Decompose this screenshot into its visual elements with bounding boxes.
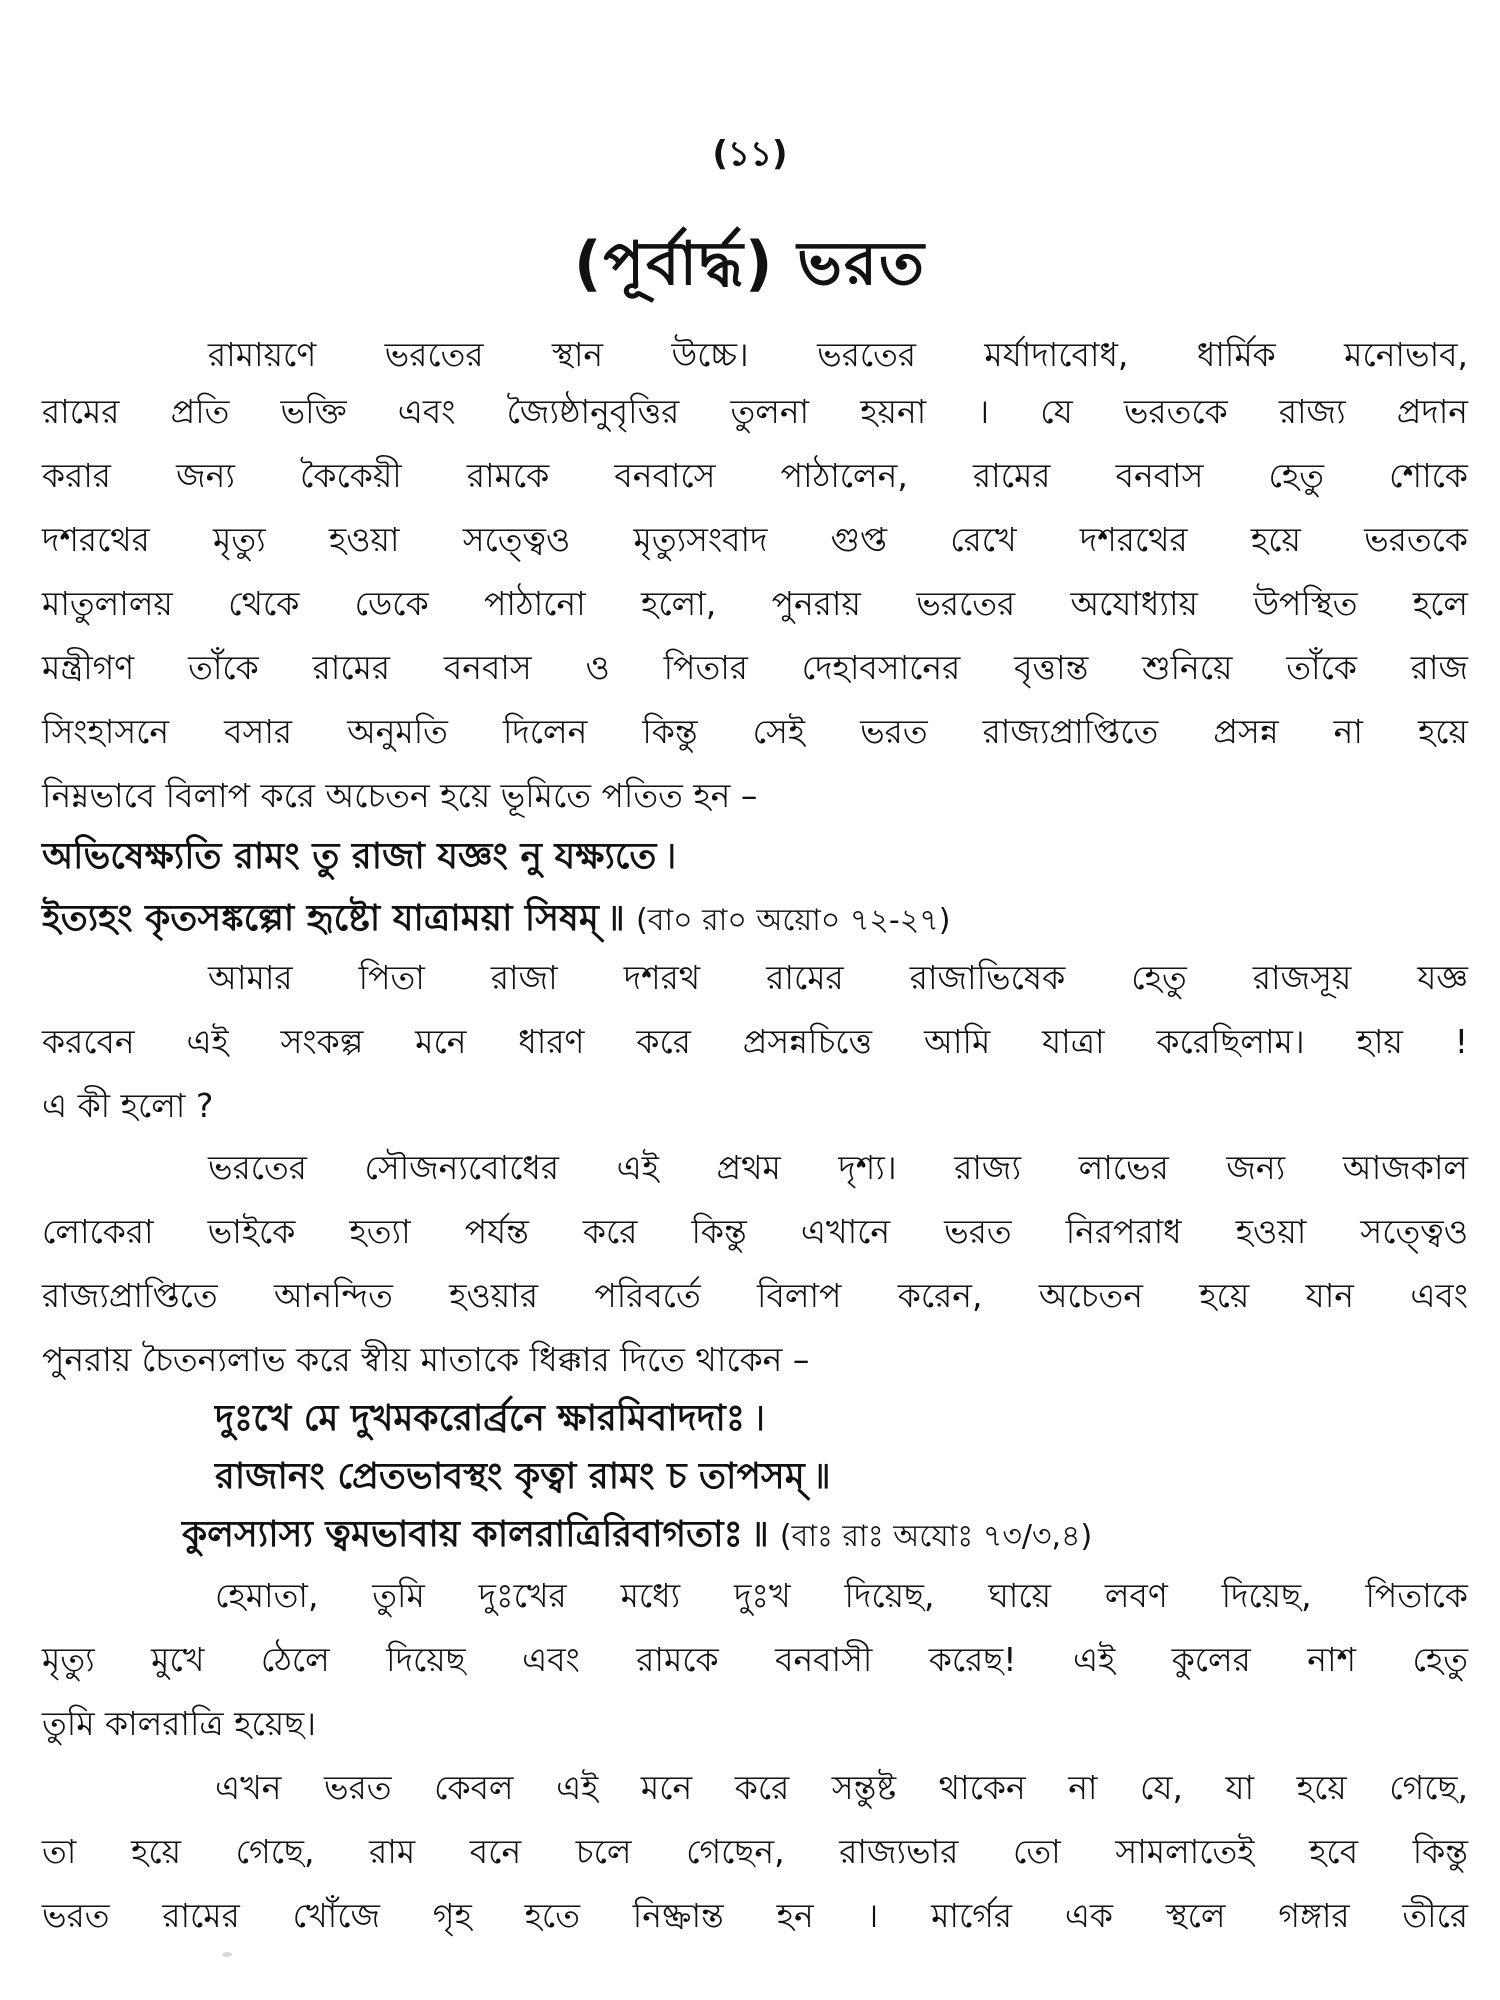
paragraph-2-line: এ কী হলো ?: [42, 1086, 214, 1125]
verse-line: দুঃখে মে দুখমকরোর্ব্রনে ক্ষারমিবাদদাঃ ৷: [215, 1398, 764, 1439]
verse-line: রাজানং প্রেতভাবস্থং কৃত্বা রামং চ তাপসম্ ৷৷: [215, 1456, 830, 1497]
verse-line: [42, 898, 950, 942]
paragraph-1-line: মন্ত্রীগণ তাঁকে রামের বনবাস ও পিতার দেহাবসানের বৃত্তান্ত শুনিয়ে তাঁকে রাজ: [42, 648, 1468, 687]
paragraph-1-line: দশরথের মৃত্যু হওয়া সত্ত্বেও মৃত্যুসংবাদ গুপ্ত রেখে দশরথের হয়ে ভরতকে: [42, 520, 1468, 559]
paragraph-1-line: নিম্নভাবে বিলাপ করে অচেতন হয়ে ভূমিতে পতিত হন –: [42, 776, 758, 815]
paragraph-1-line: সিংহাসনে বসার অনুমতি দিলেন কিন্তু সেই ভরত রাজ্যপ্রাপ্তিতে প্রসন্ন না হয়ে: [42, 712, 1468, 751]
paragraph-1-line: রামায়ণে ভরতের স্থান উচ্চে। ভরতের মর্যাদাবোধ, ধার্মিক মনোভাব,: [208, 335, 1468, 374]
paragraph-2-line: আমার পিতা রাজা দশরথ রামের রাজাভিষেক হেতু রাজসূয় যজ্ঞ: [208, 958, 1468, 997]
scan-smudge: [222, 1952, 232, 1957]
paragraph-1-line: মাতুলালয় থেকে ডেকে পাঠানো হলো, পুনরায় ভরতের অযোধ্যায় উপস্থিত হলে: [42, 584, 1468, 623]
verse-reference: (বাঃ রাঃ অযোঃ ৭৩/৩,৪): [779, 1519, 1093, 1554]
verse-reference: (বা০ রা০ অয়ো০ ৭২-২৭): [636, 903, 951, 938]
paragraph-3-line: ভরতের সৌজন্যবোধের এই প্রথম দৃশ্য। রাজ্য লাভের জন্য আজকাল: [208, 1148, 1468, 1187]
paragraph-3-line: রাজ্যপ্রাপ্তিতে আনন্দিত হওয়ার পরিবর্তে বিলাপ করেন, অচেতন হয়ে যান এবং: [42, 1276, 1468, 1315]
verse-text: কুলস্যাস্য ত্বমভাবায় কালরাত্রিরিবাগতাঃ ৷৷: [182, 1514, 768, 1555]
paragraph-4-line: তুমি কালরাত্রি হয়েছ।: [42, 1704, 316, 1743]
paragraph-5-line: ভরত রামের খোঁজে গৃহ হতে নিষ্ক্রান্ত হন । মার্গের এক স্থলে গঙ্গার তীরে: [42, 1896, 1468, 1935]
verse-line: অভিষেক্ষ্যতি রামং তু রাজা যজ্ঞং নু যক্ষ্যতে ৷: [42, 836, 675, 877]
verse-text: ইত্যহং কৃতসঙ্কল্পো হৃষ্টো যাত্রাময়া সিষম্ ৷৷: [42, 898, 624, 939]
page-number: (১১): [712, 134, 788, 174]
paragraph-3-line: পুনরায় চৈতন্যলাভ করে স্বীয় মাতাকে ধিক্কার দিতে থাকেন –: [42, 1340, 810, 1379]
paragraph-1-line: রামের প্রতি ভক্তি এবং জ্যৈষ্ঠানুবৃত্তির তুলনা হয়না । যে ভরতকে রাজ্য প্রদান: [42, 392, 1468, 431]
paragraph-4-line: মৃত্যু মুখে ঠেলে দিয়েছ এবং রামকে বনবাসী করেছ! এই কুলের নাশ হেতু: [42, 1640, 1468, 1679]
paragraph-1-line: করার জন্য কৈকেয়ী রামকে বনবাসে পাঠালেন, রামের বনবাস হেতু শোকে: [42, 456, 1468, 495]
paragraph-4-line: হেমাতা, তুমি দুঃখের মধ্যে দুঃখ দিয়েছ, ঘায়ে লবণ দিয়েছ, পিতাকে: [215, 1576, 1468, 1615]
verse-line: [182, 1514, 1092, 1558]
paragraph-5-line: এখন ভরত কেবল এই মনে করে সন্তুষ্ট থাকেন না যে, যা হয়ে গেছে,: [215, 1768, 1468, 1807]
page-title: (পূর্বার্দ্ধ) ভরত: [574, 229, 926, 299]
paragraph-3-line: লোকেরা ভাইকে হত্যা পর্যন্ত করে কিন্তু এখানে ভরত নিরপরাধ হওয়া সত্ত্বেও: [42, 1212, 1468, 1251]
paragraph-2-line: করবেন এই সংকল্প মনে ধারণ করে প্রসন্নচিত্তে আমি যাত্রা করেছিলাম। হায় !: [42, 1022, 1468, 1061]
paragraph-5-line: তা হয়ে গেছে, রাম বনে চলে গেছেন, রাজ্যভার তো সামলাতেই হবে কিন্তু: [42, 1832, 1468, 1871]
